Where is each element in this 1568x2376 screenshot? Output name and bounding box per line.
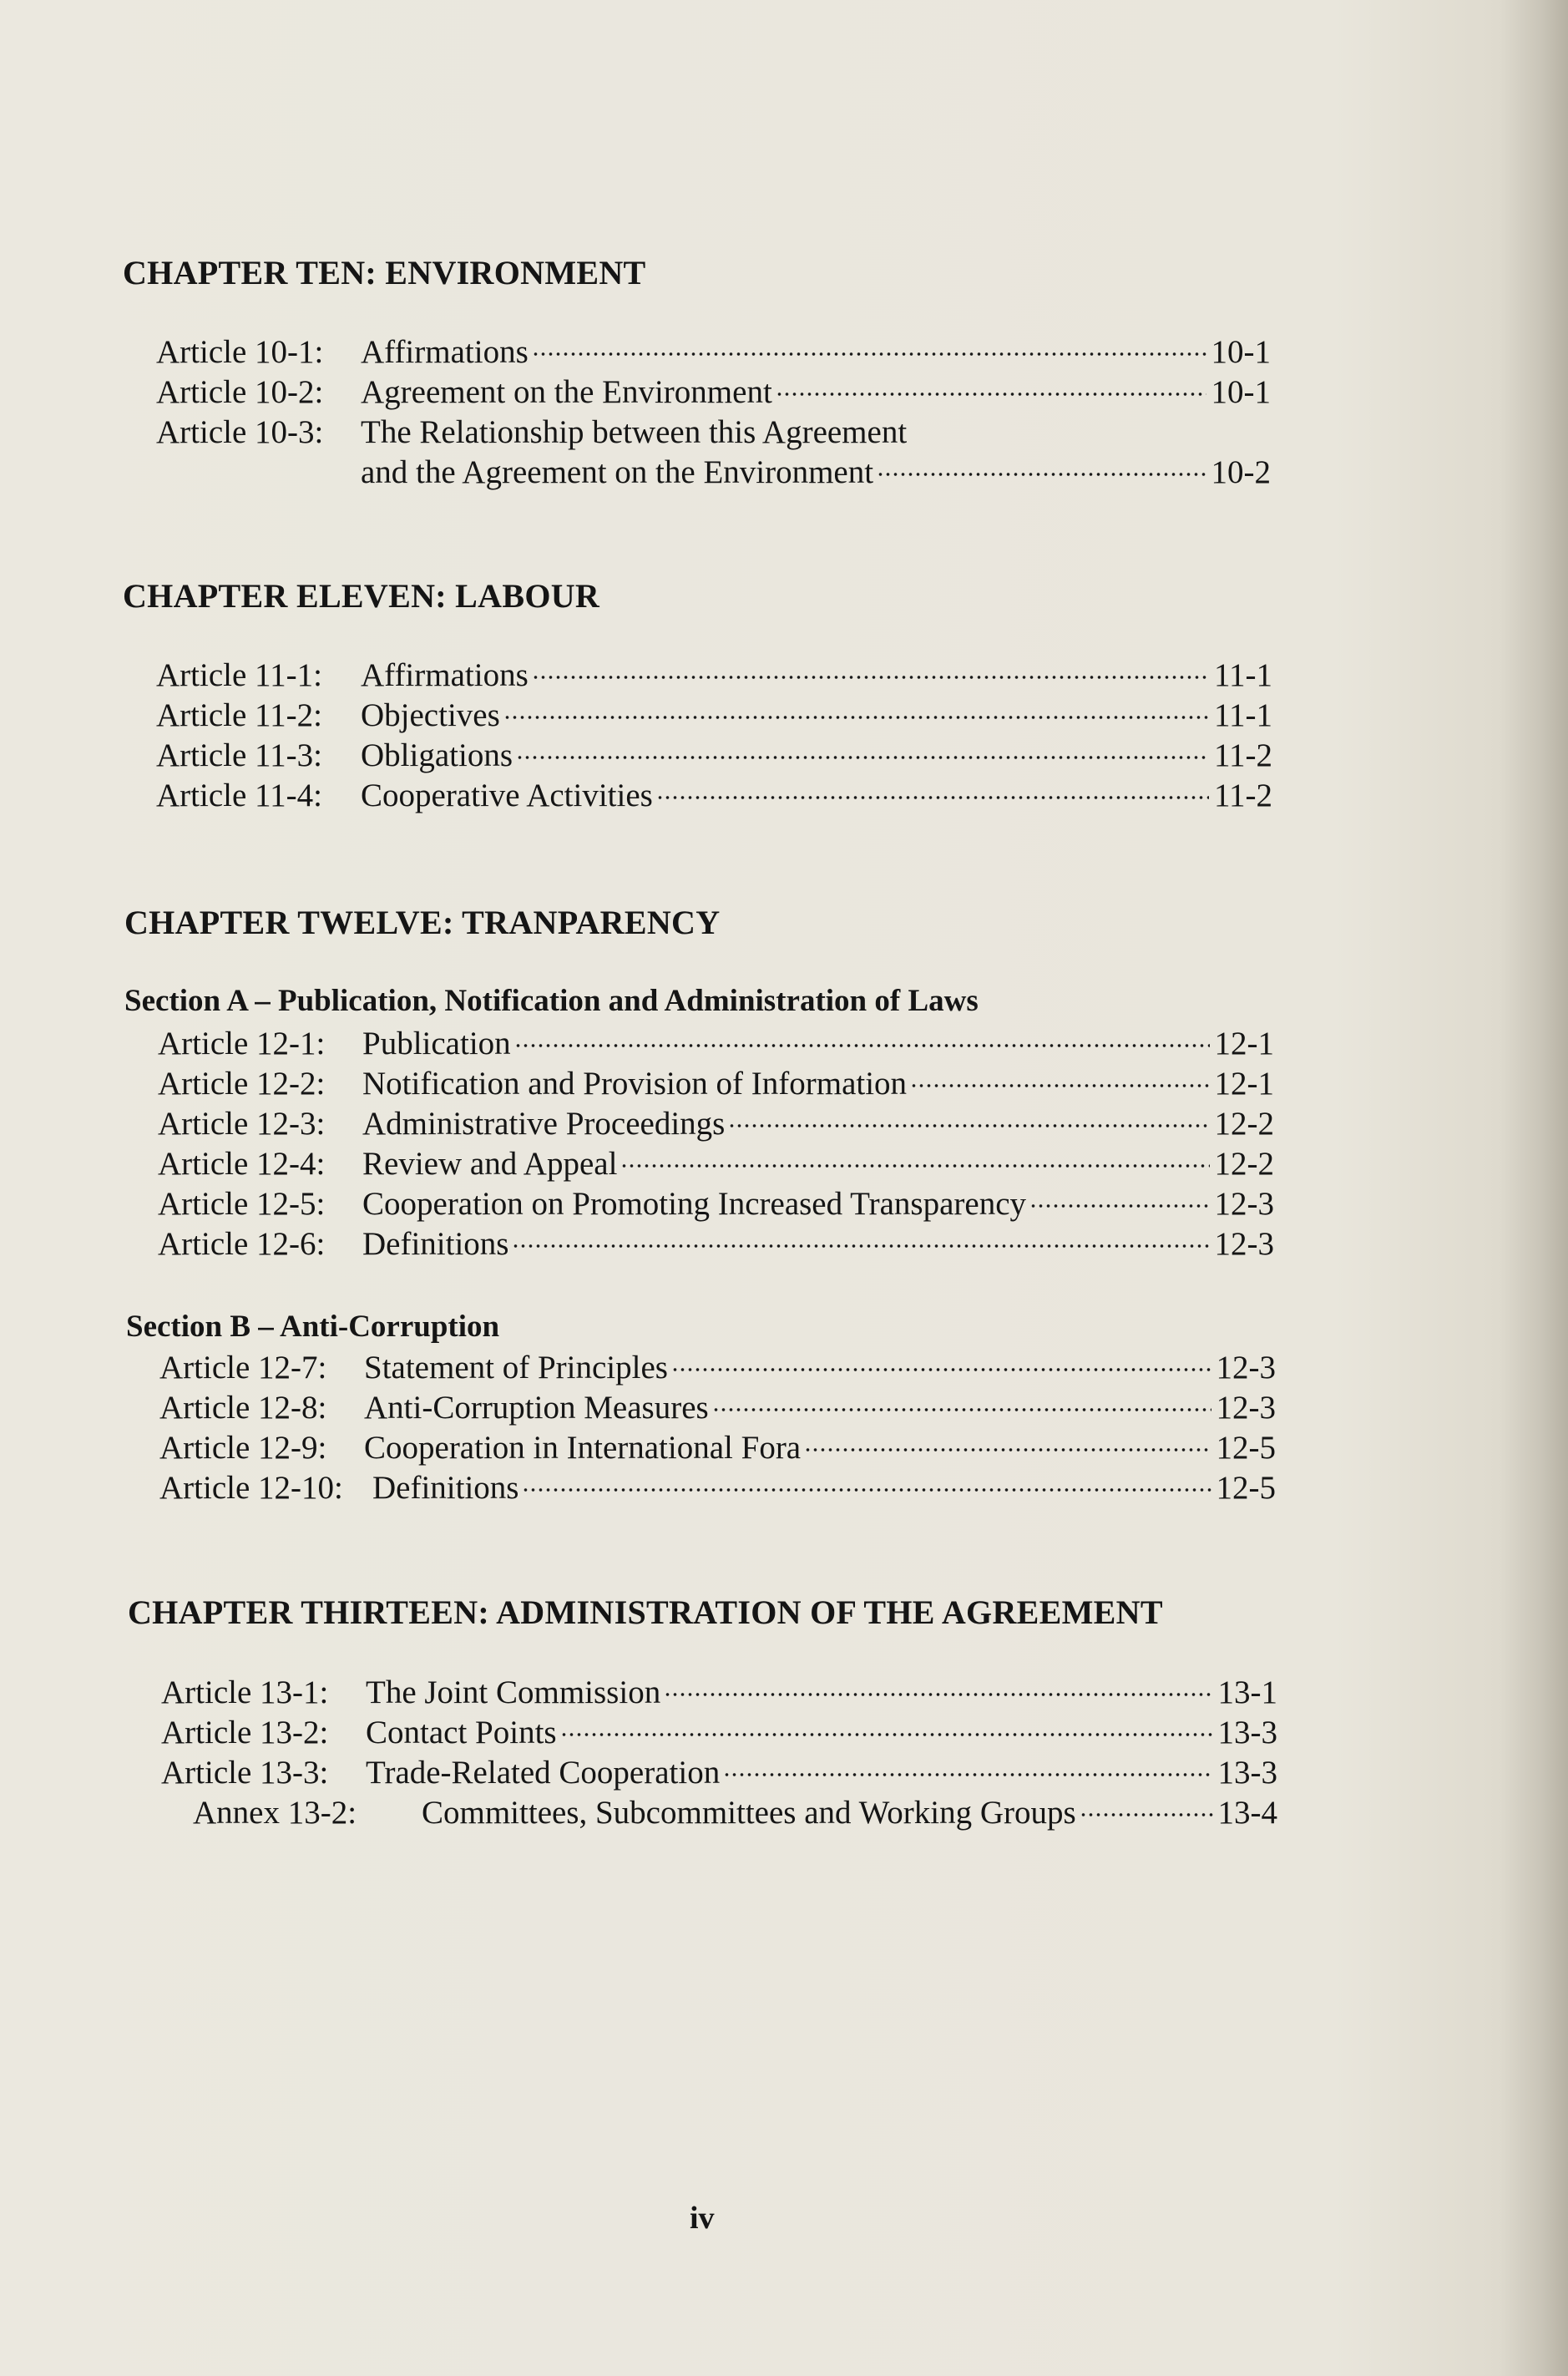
page-reference: 12-1 [1214, 1026, 1274, 1061]
toc-entry[interactable] [156, 776, 1272, 816]
chapter-title: CHAPTER TWELVE: TRANPARENCY [124, 904, 721, 941]
article-number: Article 12-3: [158, 1106, 326, 1142]
dot-leader [664, 1690, 1212, 1700]
annex-title: Committees, Subcommittees and Working Groups [422, 1795, 1076, 1831]
article-number: Article 11-3: [156, 737, 322, 773]
toc-entry[interactable] [161, 1753, 1277, 1793]
article-number: Article 11-2: [156, 697, 322, 733]
dot-leader [712, 1405, 1211, 1415]
article-number: Article 12-8: [159, 1390, 327, 1426]
article-number: Article 11-1: [156, 657, 322, 693]
toc-entry[interactable] [156, 696, 1272, 736]
toc-entry-continuation[interactable] [361, 453, 1271, 493]
page-reference: 10-1 [1211, 334, 1271, 370]
article-title: Anti-Corruption Measures [364, 1390, 709, 1426]
page-reference: 12-1 [1214, 1066, 1274, 1102]
article-title: Definitions [362, 1226, 509, 1262]
page-reference: 10-1 [1211, 374, 1271, 410]
dot-leader [514, 1041, 1210, 1051]
page-reference: 12-3 [1216, 1390, 1276, 1426]
article-title: Obligations [361, 737, 513, 773]
page-reference: 12-2 [1214, 1106, 1274, 1142]
toc-entry[interactable] [158, 1184, 1274, 1224]
toc-entry[interactable] [156, 413, 1271, 453]
dot-leader [516, 752, 1209, 762]
dot-leader [910, 1081, 1209, 1091]
article-title: Cooperative Activities [361, 778, 653, 813]
page-reference: 10-2 [1211, 454, 1271, 490]
dot-leader [804, 1445, 1211, 1455]
section-title: Section A – Publication, Notification and Administration of Laws [124, 984, 979, 1018]
article-number: Article 10-2: [156, 374, 324, 410]
toc-entry[interactable] [158, 1104, 1274, 1144]
article-title: The Relationship between this Agreement [361, 414, 908, 450]
dot-leader [522, 1485, 1211, 1495]
dot-leader [656, 793, 1209, 803]
page-reference: 13-1 [1217, 1674, 1277, 1710]
article-title: Cooperation on Promoting Increased Transparency [362, 1186, 1027, 1222]
article-title: Affirmations [361, 334, 529, 370]
article-title: The Joint Commission [366, 1674, 661, 1710]
dot-leader [532, 672, 1209, 682]
article-title: Notification and Provision of Information [362, 1066, 908, 1102]
page-reference: 12-5 [1216, 1430, 1276, 1466]
article-number: Article 12-6: [158, 1226, 326, 1262]
toc-entry[interactable] [161, 1713, 1277, 1753]
page-reference: 11-1 [1213, 657, 1272, 693]
article-number: Article 10-1: [156, 334, 324, 370]
article-title: Definitions [372, 1470, 519, 1506]
article-number: Article 12-5: [158, 1186, 326, 1222]
toc-entry[interactable] [158, 1224, 1274, 1264]
toc-entry[interactable] [159, 1468, 1276, 1508]
article-number: Article 12-2: [158, 1066, 326, 1102]
page-reference: 13-4 [1217, 1795, 1277, 1831]
article-number: Article 12-7: [159, 1350, 327, 1386]
dot-leader [512, 1241, 1209, 1251]
page-reference: 13-3 [1217, 1755, 1277, 1791]
page-reference: 11-2 [1213, 737, 1272, 773]
toc-entry[interactable] [159, 1348, 1276, 1388]
article-number: Article 13-3: [161, 1755, 329, 1791]
dot-leader [620, 1161, 1209, 1171]
article-number: Article 12-1: [158, 1026, 326, 1061]
page-reference: 11-1 [1213, 697, 1272, 733]
article-number: Article 12-10: [159, 1470, 343, 1506]
dot-leader [532, 349, 1206, 359]
article-number: Article 11-4: [156, 778, 322, 813]
toc-entry[interactable] [161, 1673, 1277, 1713]
article-title: Administrative Proceedings [362, 1106, 726, 1142]
dot-leader [1029, 1201, 1209, 1211]
chapter-title: CHAPTER THIRTEEN: ADMINISTRATION OF THE AGREEMENT [128, 1593, 1163, 1631]
toc-entry[interactable] [156, 656, 1272, 696]
article-title: Trade-Related Cooperation [366, 1755, 721, 1791]
toc-entry[interactable] [158, 1024, 1274, 1064]
dot-leader [728, 1121, 1209, 1131]
toc-entry[interactable] [156, 372, 1271, 413]
page-reference: 12-3 [1214, 1226, 1274, 1262]
page-reference: 12-5 [1216, 1470, 1276, 1506]
chapter-title: CHAPTER ELEVEN: LABOUR [123, 577, 600, 615]
dot-leader [671, 1365, 1211, 1375]
article-title: Contact Points [366, 1715, 557, 1750]
article-title-continuation: and the Agreement on the Environment [361, 454, 874, 490]
chapter-title: CHAPTER TEN: ENVIRONMENT [123, 254, 646, 291]
toc-entry[interactable] [156, 332, 1271, 372]
page-reference: 12-2 [1214, 1146, 1274, 1182]
article-title: Statement of Principles [364, 1350, 668, 1386]
article-number: Article 10-3: [156, 414, 324, 450]
toc-entry[interactable] [159, 1428, 1276, 1468]
article-title: Objectives [361, 697, 500, 733]
toc-entry[interactable] [156, 736, 1272, 776]
toc-entry-annex[interactable] [193, 1793, 1277, 1833]
annex-number: Annex 13-2: [193, 1795, 357, 1831]
dot-leader [877, 469, 1206, 479]
article-number: Article 13-1: [161, 1674, 329, 1710]
page-reference: 13-3 [1217, 1715, 1277, 1750]
article-title: Review and Appeal [362, 1146, 618, 1182]
toc-entry[interactable] [158, 1144, 1274, 1184]
page-reference: 12-3 [1214, 1186, 1274, 1222]
page-reference: 12-3 [1216, 1350, 1276, 1386]
page-number: iv [690, 2201, 715, 2236]
dot-leader [1080, 1810, 1213, 1820]
article-title: Publication [362, 1026, 511, 1061]
dot-leader [560, 1730, 1213, 1740]
dot-leader [503, 712, 1209, 722]
article-title: Affirmations [361, 657, 529, 693]
article-number: Article 12-9: [159, 1430, 327, 1466]
dot-leader [776, 389, 1206, 399]
page-reference: 11-2 [1213, 778, 1272, 813]
article-number: Article 12-4: [158, 1146, 326, 1182]
article-title: Agreement on the Environment [361, 374, 772, 410]
article-number: Article 13-2: [161, 1715, 329, 1750]
section-title: Section B – Anti-Corruption [126, 1310, 500, 1344]
toc-entry[interactable] [159, 1388, 1276, 1428]
dot-leader [723, 1770, 1212, 1780]
page-edge-shadow [1501, 0, 1568, 2376]
article-title: Cooperation in International Fora [364, 1430, 802, 1466]
toc-entry[interactable] [158, 1064, 1274, 1104]
